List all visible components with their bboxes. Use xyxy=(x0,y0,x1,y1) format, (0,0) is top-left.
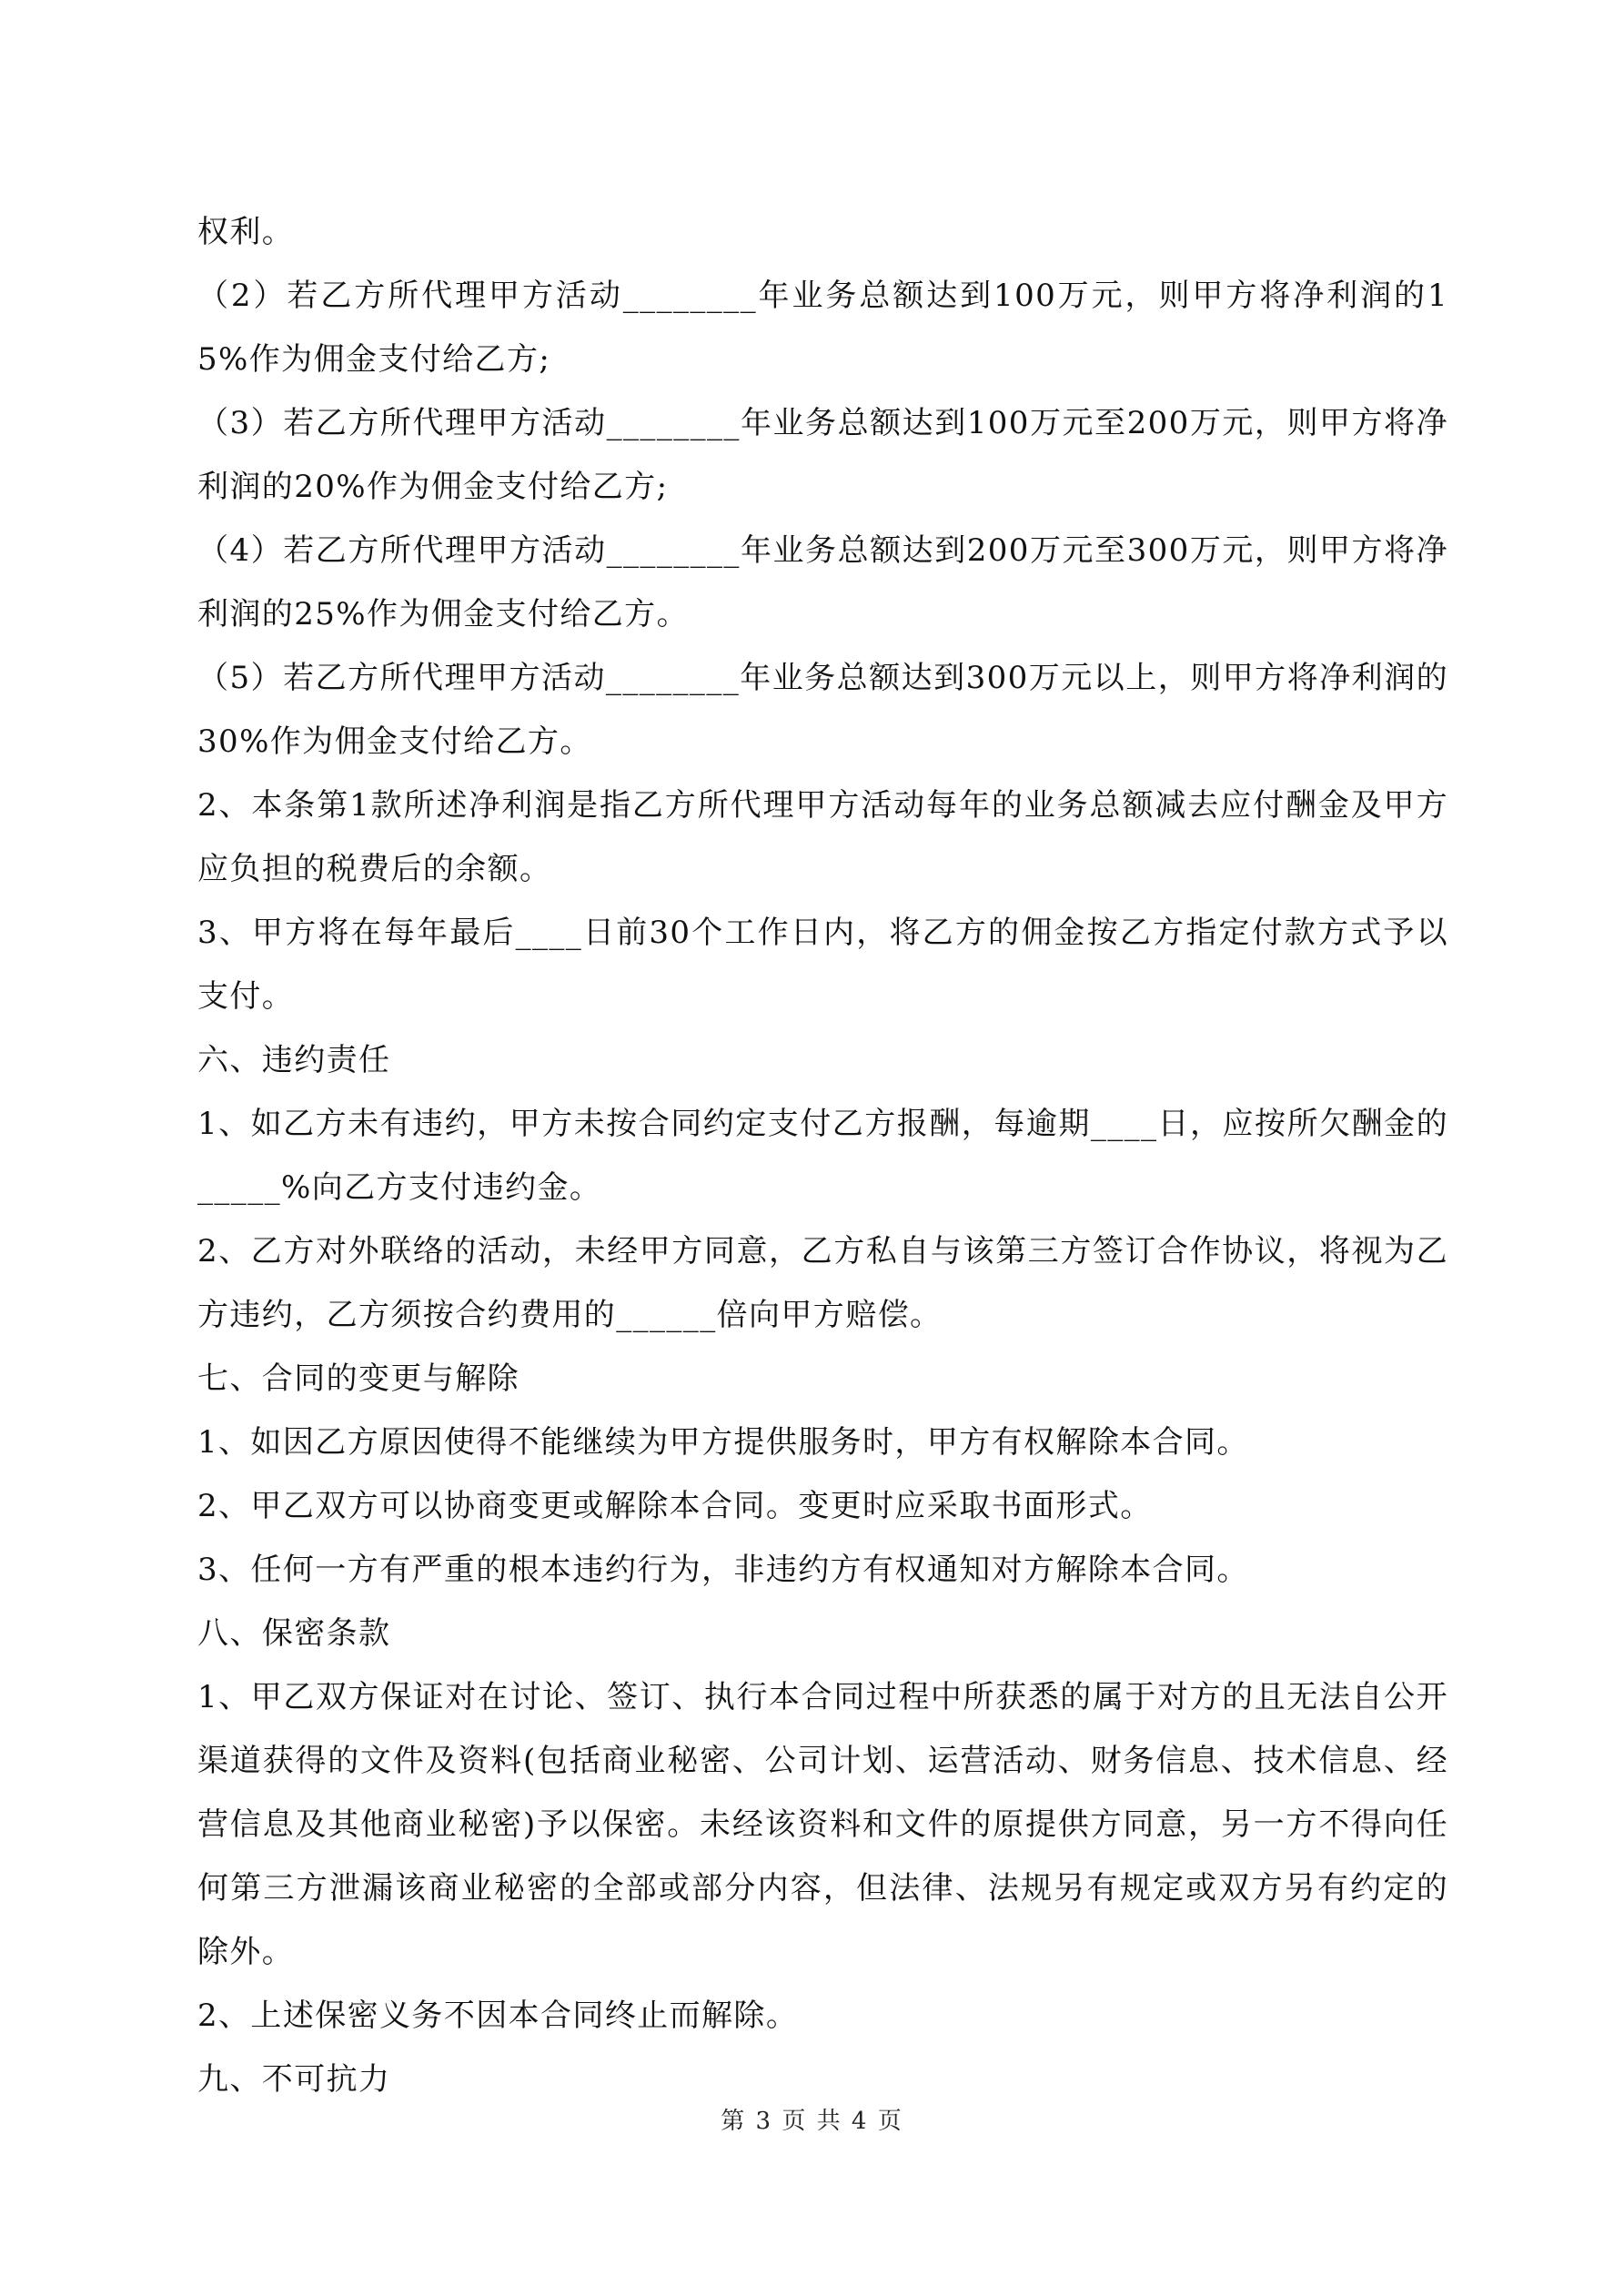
paragraph-confidentiality-1: 1、甲乙双方保证对在讨论、签订、执行本合同过程中所获悉的属于对方的且无法自公开渠道获得的文件及资料(包括商业秘密、公司计划、运营活动、财务信息、技术信息、经营信息及其他商业秘密)予以保密。未经该资料和文件的原提供方同意，另一方不得向任何第三方泄漏该商业秘密的全部或部分内容，但法律、法规另有规定或双方另有约定的除外。 xyxy=(197,1679,1448,1970)
paragraph-clause-4: （4）若乙方所代理甲方活动________年业务总额达到200万元至300万元，则甲方将净利润的25%作为佣金支付给乙方。 xyxy=(197,532,1448,632)
section-heading-force-majeure: 九、不可抗力 xyxy=(197,2061,391,2098)
paragraph-breach-2: 2、乙方对外联络的活动，未经甲方同意，乙方私自与该第三方签订合作协议，将视为乙方违约，乙方须按合约费用的______倍向甲方赔偿。 xyxy=(197,1233,1448,1333)
paragraph-continuation: 权利。 xyxy=(197,214,295,250)
section-heading-amendment: 七、合同的变更与解除 xyxy=(197,1360,519,1397)
section-heading-confidentiality: 八、保密条款 xyxy=(197,1615,391,1652)
paragraph-payment-timing: 3、甲方将在每年最后____日前30个工作日内，将乙方的佣金按乙方指定付款方式予以支付。 xyxy=(197,915,1448,1015)
paragraph-amendment-1: 1、如因乙方原因使得不能继续为甲方提供服务时，甲方有权解除本合同。 xyxy=(197,1424,1249,1461)
page-number-footer: 第 3 页 共 4 页 xyxy=(721,2108,903,2135)
section-heading-breach: 六、违约责任 xyxy=(197,1042,391,1078)
paragraph-amendment-3: 3、任何一方有严重的根本违约行为，非违约方有权通知对方解除本合同。 xyxy=(197,1552,1249,1588)
document-body xyxy=(197,200,1448,2111)
paragraph-clause-2: （2）若乙方所代理甲方活动________年业务总额达到100万元，则甲方将净利润的15%作为佣金支付给乙方; xyxy=(197,278,1448,378)
paragraph-amendment-2: 2、甲乙双方可以协商变更或解除本合同。变更时应采取书面形式。 xyxy=(197,1488,1153,1524)
paragraph-breach-1: 1、如乙方未有违约，甲方未按合同约定支付乙方报酬，每逾期____日，应按所欠酬金的_____%向乙方支付违约金。 xyxy=(197,1106,1448,1206)
paragraph-clause-5: （5）若乙方所代理甲方活动________年业务总额达到300万元以上，则甲方将净利润的30%作为佣金支付给乙方。 xyxy=(197,660,1448,760)
paragraph-net-profit-definition: 2、本条第1款所述净利润是指乙方所代理甲方活动每年的业务总额减去应付酬金及甲方应负担的税费后的余额。 xyxy=(197,787,1448,887)
paragraph-clause-3: （3）若乙方所代理甲方活动________年业务总额达到100万元至200万元，则甲方将净利润的20%作为佣金支付给乙方; xyxy=(197,405,1448,505)
paragraph-confidentiality-2: 2、上述保密义务不因本合同终止而解除。 xyxy=(197,1998,799,2034)
